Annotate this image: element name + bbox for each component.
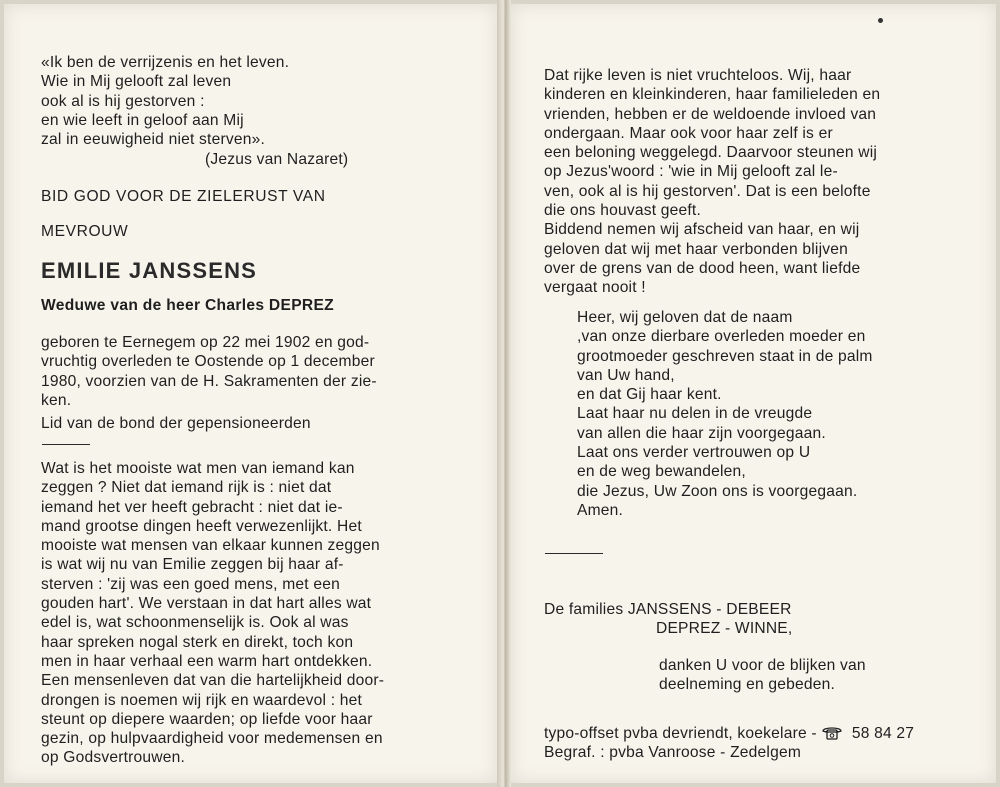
prayer-line: en de weg bewandelen, xyxy=(577,463,746,481)
quote-source: (Jezus van Nazaret) xyxy=(205,151,349,168)
info-line: ken. xyxy=(41,391,72,409)
widow-of: Weduwe van de heer Charles DEPREZ xyxy=(41,297,334,314)
prayer-line: Amen. xyxy=(577,501,624,519)
info-line: vruchtig overleden te Oostende op 1 december xyxy=(41,353,375,371)
eulogy-line: gezin, op hulpvaardigheid voor medemensen en xyxy=(41,730,383,748)
quote-line: Wie in Mij gelooft zal leven xyxy=(41,73,232,91)
eulogy xyxy=(41,459,384,768)
paragraph-line: vergaat nooit ! xyxy=(544,279,646,297)
eulogy-line: zeggen ? Niet dat iemand rijk is : niet dat xyxy=(41,479,332,497)
eulogy-line: Wat is het mooiste wat men van iemand kan xyxy=(41,460,355,477)
prayer-heading: BID GOD VOOR DE ZIELERUST VAN xyxy=(41,188,326,205)
paragraph-line: geloven dat wij met haar verbonden blijven xyxy=(544,240,848,258)
eulogy-line: is wat wij nu van Emilie zeggen bij haar af- xyxy=(41,556,344,574)
salutation: MEVROUW xyxy=(41,223,129,240)
paragraph-line: ondergaan. Maar ook voor haar zelf is er xyxy=(544,124,833,142)
prayer-line: Heer, wij geloven dat de naam xyxy=(577,309,793,326)
quote-line: «Ik ben de verrijzenis en het leven. xyxy=(41,54,290,71)
eulogy-line: drongen is noemen wij rijk en waardevol : het xyxy=(41,691,363,709)
thanks-line: danken U voor de blijken van xyxy=(659,657,866,674)
prayer-line: ,van onze dierbare overleden moeder en xyxy=(577,328,866,346)
card-fold xyxy=(497,0,511,787)
paragraph-line: over de grens van de dood heen, want liefde xyxy=(544,259,861,277)
ink-speck xyxy=(878,18,883,23)
prayer-line: Laat ons verder vertrouwen op U xyxy=(577,444,811,462)
paragraph-line: op Jezus'woord : 'wie in Mij gelooft zal le- xyxy=(544,163,838,181)
eulogy-line: op Godsvertrouwen. xyxy=(41,749,186,767)
printer-name: typo-offset pvba devriendt, koekelare - xyxy=(544,725,817,742)
quote-line: en wie leeft in geloof aan Mij xyxy=(41,111,244,129)
eulogy-line: sterven : 'zij was een goed mens, met een xyxy=(41,575,340,593)
prayer-line: die Jezus, Uw Zoon ons is voorgegaan. xyxy=(577,482,858,500)
families-line-1: De families JANSSENS - DEBEER xyxy=(544,601,792,618)
eulogy-line: mand grootse dingen heeft verwezenlijkt. Het xyxy=(41,517,362,535)
eulogy-line: Een mensenleven dat van die hartelijkheid door- xyxy=(41,672,385,690)
info-line: 1980, voorzien van de H. Sakramenten der zie- xyxy=(41,372,377,390)
eulogy-line: haar spreken nogal sterk en direkt, toch kon xyxy=(41,633,354,651)
birth-death-info xyxy=(41,333,461,410)
paragraph-line: kinderen en kleinkinderen, haar familieleden en xyxy=(544,86,881,104)
printer-credit xyxy=(544,724,914,743)
telephone-icon xyxy=(821,726,843,740)
eulogy-line: men in haar verhaal een warm hart ontdekken. xyxy=(41,652,373,670)
prayer-line: van Uw hand, xyxy=(577,366,675,384)
paragraph-line: een beloning weggelegd. Daarvoor steunen wij xyxy=(544,144,878,162)
closing-prayer xyxy=(577,308,873,520)
quote-line: ook al is hij gestorven : xyxy=(41,92,205,110)
paragraph-line: Dat rijke leven is niet vruchteloos. Wij, haar xyxy=(544,67,852,84)
paragraph-line: Biddend nemen wij afscheid van haar, en wij xyxy=(544,221,860,239)
prayer-line: en dat Gij haar kent. xyxy=(577,386,722,404)
prayer-line: grootmoeder geschreven staat in de palm xyxy=(577,347,873,365)
separator-rule xyxy=(42,444,90,445)
thanks-line: deelneming en gebeden. xyxy=(659,676,836,694)
separator-rule xyxy=(545,553,603,554)
paragraph-line: vrienden, hebben er de weldoende invloed van xyxy=(544,105,877,123)
deceased-name: EMILIE JANSSENS xyxy=(41,258,258,283)
bible-quote xyxy=(41,53,289,149)
prayer-line: Laat haar nu delen in de vreugde xyxy=(577,405,813,423)
eulogy-line: gouden hart'. We verstaan in dat hart alles wat xyxy=(41,595,372,613)
eulogy-line: iemand het ver heeft gebracht : niet dat ie- xyxy=(41,498,343,516)
info-line: geboren te Eernegem op 22 mei 1902 en god- xyxy=(41,334,370,351)
prayer-line: van allen die haar zijn voorgegaan. xyxy=(577,424,826,442)
quote-line: zal in eeuwigheid niet sterven». xyxy=(41,131,265,149)
paragraph-line: die ons houvast geeft. xyxy=(544,202,701,220)
paragraph-line: ven, ook al is hij gestorven'. Dat is een belofte xyxy=(544,182,871,200)
families-line-2: DEPREZ - WINNE, xyxy=(656,620,793,637)
life-paragraph xyxy=(544,66,880,298)
funeral-home: Begraf. : pvba Vanroose - Zedelgem xyxy=(544,744,802,761)
eulogy-line: mooiste wat mensen van elkaar kunnen zeggen xyxy=(41,537,380,555)
eulogy-line: edel is, wat schoonmenselijk is. Ook al was xyxy=(41,614,349,632)
thanks xyxy=(659,656,866,695)
membership: Lid van de bond der gepensioneerden xyxy=(41,415,311,432)
eulogy-line: steunt op diepere waarden; op liefde voor haar xyxy=(41,710,373,728)
printer-phone: 58 84 27 xyxy=(851,725,915,742)
